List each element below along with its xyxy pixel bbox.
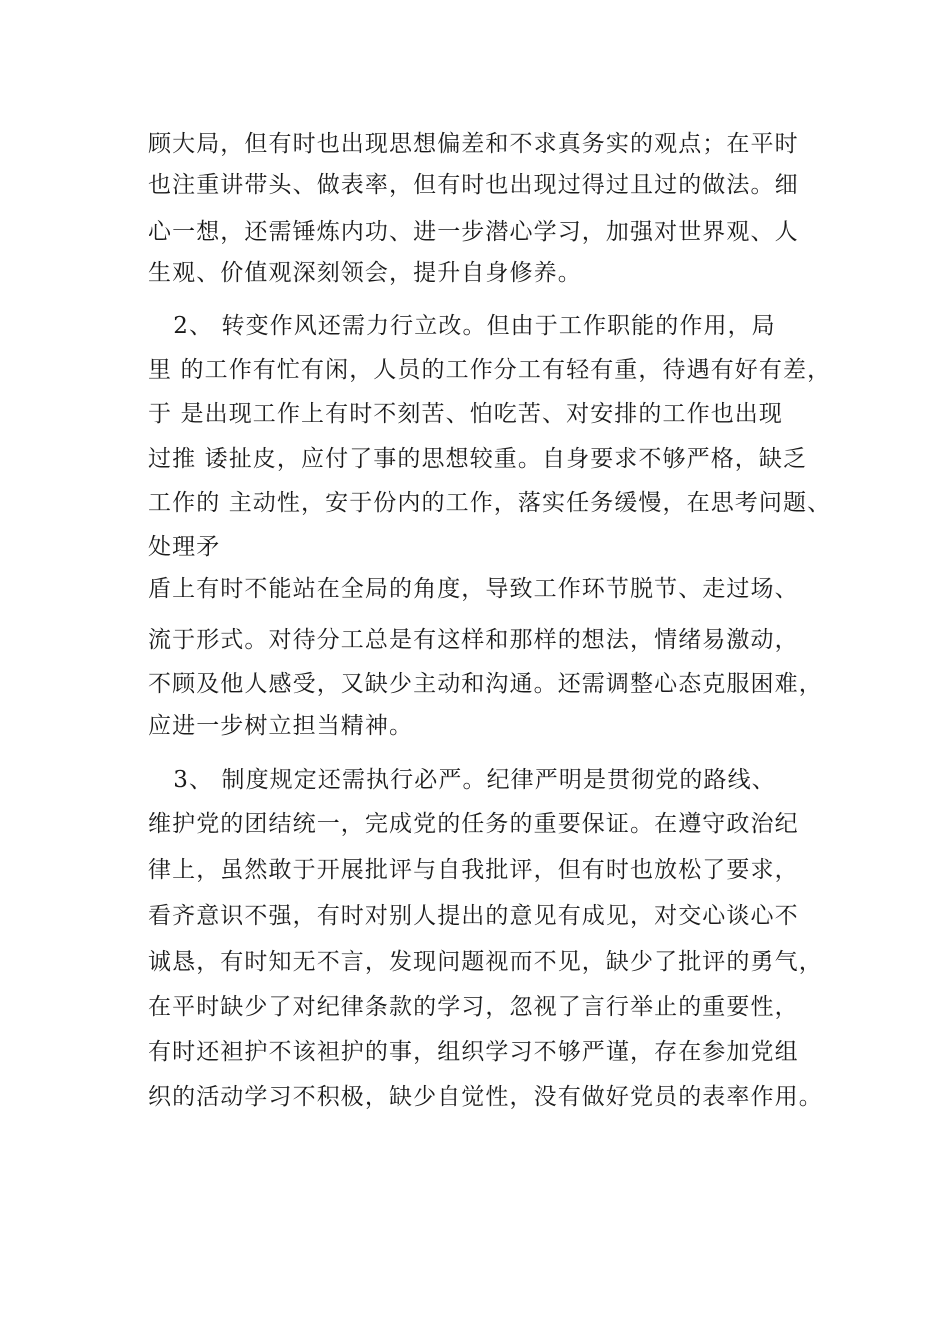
text-line: 诚恳，有时知无不言，发现问题视而不见，缺少了批评的勇气， bbox=[148, 949, 823, 975]
text-line: 过推 诿扯皮，应付了事的思想较重。自身要求不够严格，缺乏 bbox=[148, 446, 808, 472]
text-line: 生观、价值观深刻领会，提升自身修养。 bbox=[148, 260, 582, 286]
text-line: 在平时缺少了对纪律条款的学习，忽视了言行举止的重要性， bbox=[148, 994, 799, 1020]
text-line: 处理矛 bbox=[148, 534, 221, 560]
text-line: 盾上有时不能站在全局的角度，导致工作环节脱节、走过场、 bbox=[148, 576, 799, 602]
paragraph-3-start: 3、 制度规定还需执行必严。纪律严明是贯彻党的路线、 bbox=[148, 767, 776, 793]
text-line: 应进一步树立担当精神。 bbox=[148, 713, 414, 739]
text-line: 工作的 主动性，安于份内的工作，落实任务缓慢，在思考问题、 bbox=[148, 490, 832, 516]
text-line: 里 的工作有忙有闲，人员的工作分工有轻有重，待遇有好有差， bbox=[148, 357, 832, 383]
text-line: 顾大局，但有时也出现思想偏差和不求真务实的观点；在平时 bbox=[148, 131, 799, 157]
text-line: 维护党的团结统一，完成党的任务的重要保证。在遵守政治纪 bbox=[148, 811, 799, 837]
text-line: 织的活动学习不积极，缺少自觉性，没有做好党员的表率作用。 bbox=[148, 1084, 823, 1110]
text-line: 流于形式。对待分工总是有这样和那样的想法，情绪易激动， bbox=[148, 627, 799, 653]
text-line: 于 是出现工作上有时不刻苦、怕吃苦、对安排的工作也出现 bbox=[148, 401, 784, 427]
text-line: 有时还袒护不该袒护的事，组织学习不够严谨，存在参加党组 bbox=[148, 1039, 799, 1065]
paragraph-2-start: 2、 转变作风还需力行立改。但由于工作职能的作用，局 bbox=[148, 313, 776, 339]
text-line: 也注重讲带头、做表率，但有时也出现过得过且过的做法。细 bbox=[148, 172, 799, 198]
text-line: 心一想，还需锤炼内功、进一步潜心学习，加强对世界观、人 bbox=[148, 219, 799, 245]
text-line: 律上，虽然敢于开展批评与自我批评，但有时也放松了要求， bbox=[148, 857, 799, 883]
text-line: 看齐意识不强，有时对别人提出的意见有成见，对交心谈心不 bbox=[148, 903, 799, 929]
text-line: 不顾及他人感受，又缺少主动和沟通。还需调整心态克服困难， bbox=[148, 671, 823, 697]
